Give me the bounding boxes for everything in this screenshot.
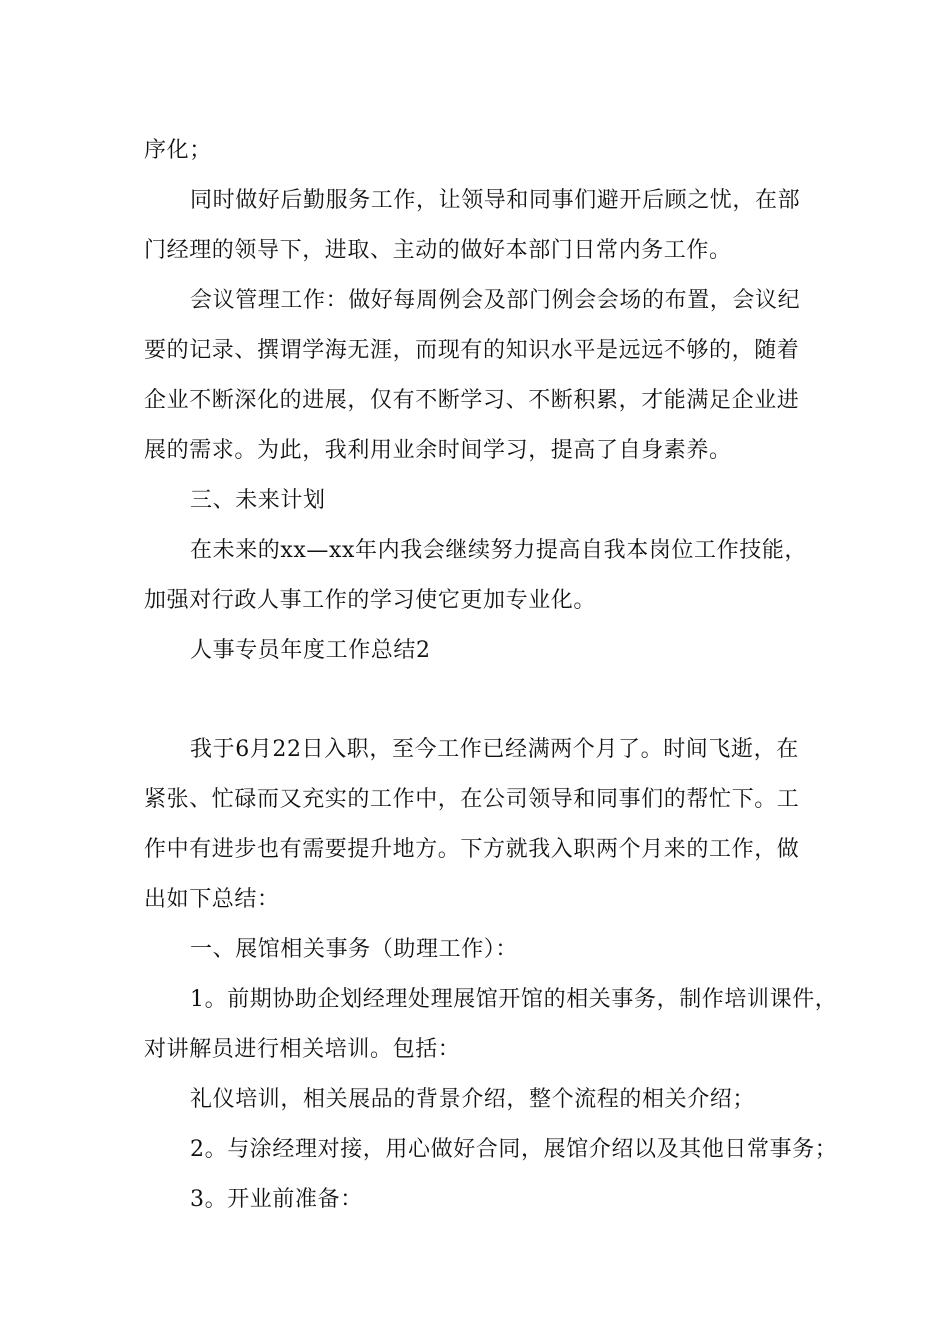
text-line: 在未来的xx—xx年内我会继续努力提高自我本岗位工作技能， (190, 538, 808, 563)
text-line: 要的记录、撰谓学海无涯，而现有的知识水平是远远不够的，随着 (144, 338, 800, 363)
text-line: 加强对行政人事工作的学习使它更加专业化。 (144, 588, 597, 613)
section-heading: 三、未来计划 (190, 488, 326, 513)
list-item: 3。开业前准备： (190, 1187, 363, 1212)
section-heading: 一、展馆相关事务（助理工作）： (190, 937, 519, 962)
text-line: 展的需求。为此，我利用业余时间学习，提高了自身素养。 (144, 438, 732, 463)
text-line: 作中有进步也有需要提升地方。下方就我入职两个月来的工作，做 (144, 837, 800, 862)
list-item: 2。与涂经理对接，用心做好合同，展馆介绍以及其他日常事务； (190, 1137, 838, 1162)
text-line: 紧张、忙碌而又充实的工作中，在公司领导和同事们的帮忙下。工 (144, 787, 800, 812)
text-line: 企业不断深化的进展，仅有不断学习、不断积累，才能满足企业进 (144, 388, 800, 413)
text-line: 门经理的领导下，进取、主动的做好本部门日常内务工作。 (144, 238, 732, 263)
document-title: 人事专员年度工作总结2 (190, 638, 431, 663)
text-line: 同时做好后勤服务工作，让领导和同事们避开后顾之忧，在部 (190, 188, 801, 213)
text-line: 对讲解员进行相关培训。包括： (144, 1037, 461, 1062)
text-line: 礼仪培训，相关展品的背景介绍，整个流程的相关介绍； (190, 1087, 756, 1112)
text-line: 会议管理工作：做好每周例会及部门例会会场的布置，会议纪 (190, 288, 801, 313)
text-line: 我于6月22日入职，至今工作已经满两个月了。时间飞逝，在 (190, 737, 799, 762)
list-item: 1。前期协助企划经理处理展馆开馆的相关事务，制作培训课件， (190, 987, 838, 1012)
text-line: 出如下总结： (144, 887, 280, 912)
text-line: 序化； (144, 138, 212, 163)
